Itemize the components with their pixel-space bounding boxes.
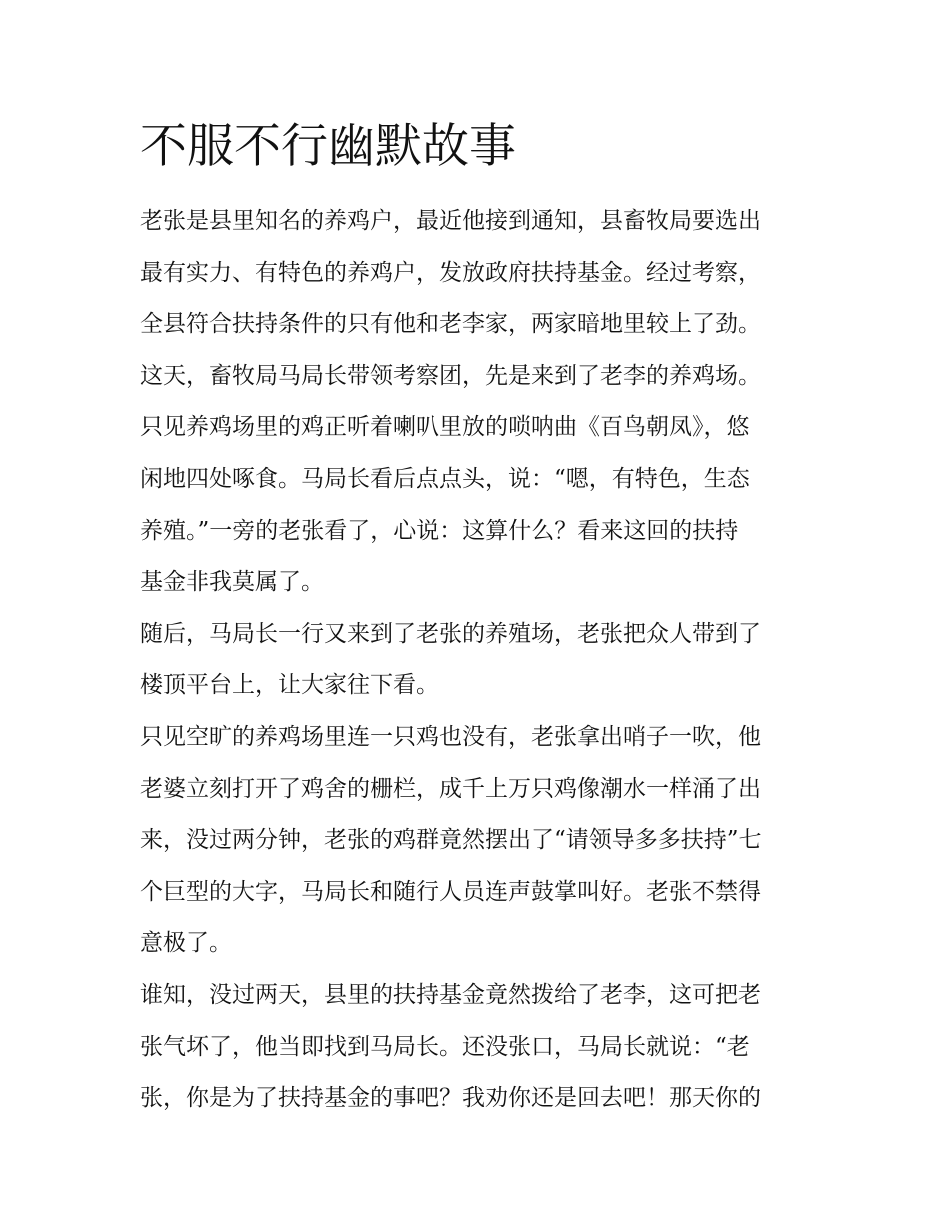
paragraph-1: [140, 196, 820, 609]
text-line: 张气坏了，他当即找到马局长。还没张口，马局长就说：“老: [140, 1033, 750, 1060]
text-line: 张，你是为了扶持基金的事吧？我劝你还是回去吧！那天你的: [140, 1085, 761, 1112]
text-line: 楼顶平台上，让大家往下看。: [140, 672, 439, 699]
text-line: 养殖。”一旁的老张看了，心说：这算什么？看来这回的扶持: [140, 517, 739, 544]
text-line: 随后，马局长一行又来到了老张的养殖场，老张把众人带到了: [140, 620, 761, 647]
text-line: 个巨型的大字，马局长和随行人员连声鼓掌叫好。老张不禁得: [140, 878, 761, 905]
text-line: 基金非我莫属了。: [140, 569, 324, 596]
paragraph-4: [140, 970, 820, 1125]
text-line: 来，没过两分钟，老张的鸡群竟然摆出了“请领导多多扶持”七: [140, 827, 762, 854]
text-line: 最有实力、有特色的养鸡户，发放政府扶持基金。经过考察，: [140, 259, 761, 286]
document-body: [140, 196, 820, 1125]
text-line: 全县符合扶持条件的只有他和老李家，两家暗地里较上了劲。: [140, 311, 761, 338]
document-title: 不服不行幽默故事: [140, 119, 516, 174]
text-line: 只见空旷的养鸡场里连一只鸡也没有，老张拿出哨子一吹，他: [140, 723, 761, 750]
text-line: 老婆立刻打开了鸡舍的栅栏，成千上万只鸡像潮水一样涌了出: [140, 775, 761, 802]
text-line: 只见养鸡场里的鸡正听着喇叭里放的唢呐曲《百鸟朝凤》，悠: [140, 414, 750, 441]
paragraph-2: [140, 609, 820, 712]
text-line: 这天，畜牧局马局长带领考察团，先是来到了老李的养鸡场。: [140, 362, 761, 389]
text-line: 意极了。: [140, 930, 232, 957]
text-line: 老张是县里知名的养鸡户，最近他接到通知，县畜牧局要选出: [140, 208, 761, 234]
text-line: 闲地四处啄食。马局长看后点点头，说：“嗯，有特色，生态: [140, 465, 750, 492]
text-line: 谁知，没过两天，县里的扶持基金竟然拨给了老李，这可把老: [140, 981, 761, 1008]
paragraph-3: [140, 712, 820, 970]
